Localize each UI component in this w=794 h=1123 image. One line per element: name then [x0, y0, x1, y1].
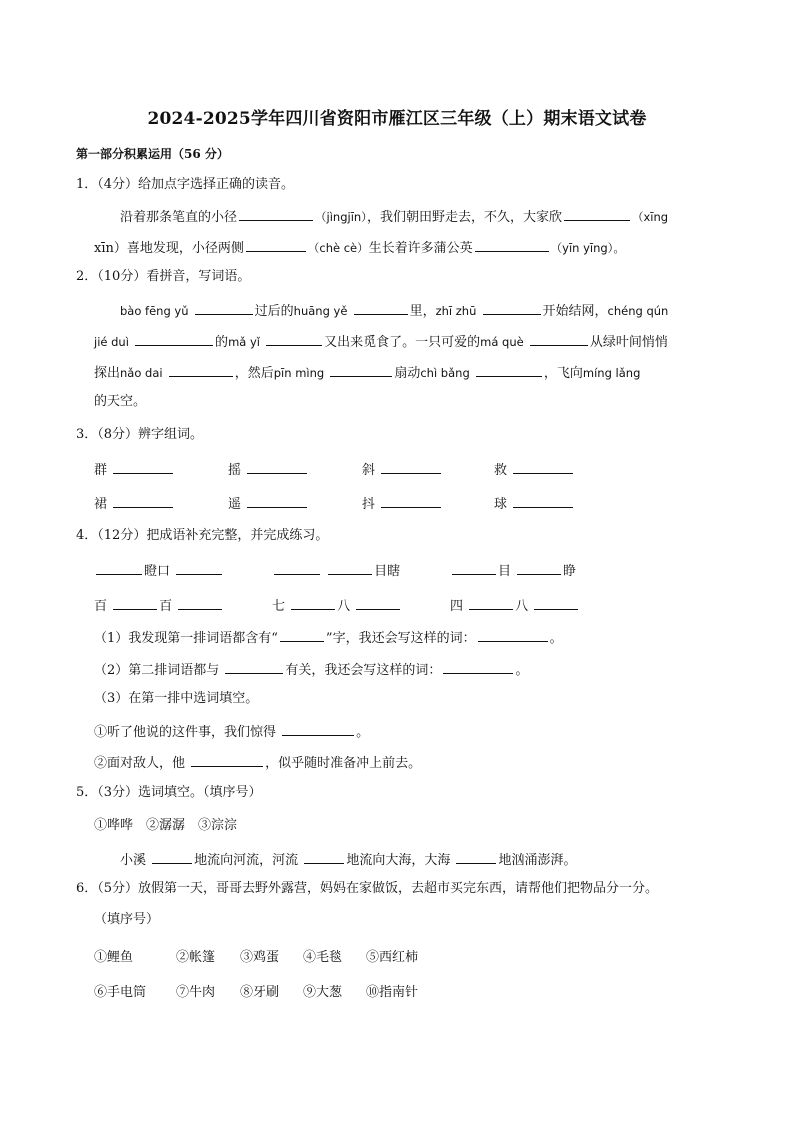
answer-blank[interactable]: [225, 659, 283, 674]
char-item: 抖: [362, 493, 443, 512]
item-option: ⑩指南针: [366, 985, 419, 1000]
answer-blank[interactable]: [274, 560, 320, 575]
q1-pinyin: （chè cè）: [307, 241, 369, 255]
q2-pinyin: chì bǎng: [420, 366, 470, 380]
answer-blank[interactable]: [152, 849, 192, 864]
q4-sub2: （2）第二排词语都与 有关，我还会写这样的词： 。: [94, 659, 528, 680]
char-item: 裙: [94, 493, 175, 512]
item-option: ⑦牛肉: [176, 985, 216, 1000]
q2-heading: 2．（10分）看拼音，写词语。: [76, 269, 251, 284]
answer-blank[interactable]: [246, 237, 306, 252]
q2-line4: 的天空。: [94, 394, 147, 409]
answer-blank[interactable]: [113, 595, 157, 610]
answer-blank[interactable]: [452, 560, 496, 575]
q4-sub1: （1）我发现第一排词语都含有“ ”字，我还会写这样的词： 。: [94, 627, 563, 648]
char-item: 救: [494, 459, 575, 478]
q2-line3: [94, 362, 640, 383]
answer-blank[interactable]: [475, 237, 549, 252]
q2-pinyin: míng lǎng: [582, 366, 641, 380]
q4-sub5: ②面对敌人，他 ，似乎随时准备冲上前去。: [94, 752, 421, 773]
q2-text: 从绿叶间悄悄: [589, 335, 668, 350]
q2-text: 扇动: [394, 366, 421, 381]
q2-text: 开始结网，: [542, 304, 608, 319]
answer-blank[interactable]: [176, 560, 222, 575]
section-heading: 第一部分积累运用（56 分）: [76, 147, 229, 161]
answer-blank[interactable]: [513, 493, 573, 508]
q1-heading: 1．（4分）给加点字选择正确的读音。: [76, 177, 295, 192]
answer-blank[interactable]: [282, 721, 354, 736]
q2-text: 里，: [409, 304, 436, 319]
char-item: 球: [494, 493, 575, 512]
item-option: ②帐篷: [176, 950, 216, 965]
answer-blank[interactable]: [517, 560, 561, 575]
answer-blank[interactable]: [280, 627, 324, 642]
answer-blank[interactable]: [476, 362, 542, 377]
answer-blank[interactable]: [178, 595, 222, 610]
answer-blank[interactable]: [356, 595, 400, 610]
item-option: ⑧牙刷: [240, 985, 280, 1000]
q1-text: ，我们朝田野走去，不久，大家欣: [366, 210, 562, 225]
char-item: 群: [94, 459, 175, 478]
q5-heading: 5．（3分）选词填空。（填序号）: [76, 785, 262, 800]
answer-blank[interactable]: [443, 659, 513, 674]
q1-line1: [120, 206, 668, 227]
q2-pinyin: huāng yě: [293, 304, 348, 318]
q4-sub4: ①听了他说的这件事，我们惊得 。: [94, 721, 369, 742]
item-option: ⑥手电筒: [94, 985, 147, 1000]
q1-text: 沿着那条笔直的小径: [120, 210, 238, 225]
answer-blank[interactable]: [530, 331, 588, 346]
q2-line2: [94, 331, 668, 352]
q6-heading-note: （填序号）: [94, 912, 160, 927]
q2-text: 探出: [94, 366, 121, 381]
idiom: 瞪口: [94, 560, 224, 579]
q1-pinyin: （xīng: [631, 210, 669, 224]
q2-pinyin: pīn mìng: [273, 366, 325, 380]
q2-pinyin: bào fēng yǔ: [120, 304, 189, 318]
item-option: ④毛毯: [303, 950, 343, 965]
answer-blank[interactable]: [513, 459, 573, 474]
answer-blank[interactable]: [483, 300, 541, 315]
q2-text: ，然后: [234, 366, 274, 381]
q2-pinyin: zhī zhū: [435, 304, 477, 318]
q1-pinyin: （yīn yīng）。: [550, 241, 625, 255]
q2-pinyin: chéng qún: [607, 304, 669, 318]
q1-pinyin: （jìngjīn）: [315, 210, 367, 224]
answer-blank[interactable]: [96, 560, 142, 575]
q2-pinyin: jié duì: [94, 335, 129, 349]
item-option: ①鲤鱼: [94, 950, 134, 965]
page-title: 2024-2025学年四川省资阳市雁江区三年级（上）期末语文试卷: [147, 109, 647, 129]
idiom: 目 睁: [450, 560, 576, 579]
q4-heading: 4．（12分）把成语补充完整，并完成练习。: [76, 528, 329, 543]
q2-text: 过后的: [254, 304, 294, 319]
answer-blank[interactable]: [381, 459, 441, 474]
q2-text: ，飞向: [543, 366, 583, 381]
q3-heading: 3．（8分）辨字组词。: [76, 427, 204, 442]
answer-blank[interactable]: [564, 206, 630, 221]
char-item: 遥: [228, 493, 309, 512]
idiom: 四 八: [450, 595, 580, 614]
answer-blank[interactable]: [247, 493, 307, 508]
answer-blank[interactable]: [469, 595, 513, 610]
answer-blank[interactable]: [239, 206, 313, 221]
char-item: 摇: [228, 459, 309, 478]
answer-blank[interactable]: [247, 459, 307, 474]
answer-blank[interactable]: [534, 595, 578, 610]
q2-text: 的: [215, 335, 229, 350]
answer-blank[interactable]: [478, 627, 548, 642]
item-option: ⑤西红柿: [366, 950, 419, 965]
idiom: 百 百: [94, 595, 224, 614]
item-option: ⑨大葱: [303, 985, 343, 1000]
q2-pinyin: mǎ yǐ: [228, 335, 260, 349]
answer-blank[interactable]: [169, 362, 233, 377]
char-item: 斜: [362, 459, 443, 478]
q2-pinyin: má què: [480, 335, 524, 349]
answer-blank[interactable]: [304, 849, 344, 864]
answer-blank[interactable]: [191, 752, 263, 767]
q1-text: xīn）喜地发现，小径两侧: [94, 241, 244, 256]
q4-sub3: （3）在第一排中选词填空。: [94, 691, 259, 706]
q1-text: 生长着许多蒲公英: [368, 241, 473, 256]
q5-sentence: 小溪 地流向河流，河流 地流向大海，大海 地汹涌澎湃。: [120, 849, 576, 870]
answer-blank[interactable]: [328, 560, 372, 575]
q5-options: ①哗哗 ②潺潺 ③淙淙: [94, 818, 238, 833]
answer-blank[interactable]: [113, 459, 173, 474]
answer-blank[interactable]: [266, 331, 322, 346]
q2-text: 又出来觅食了。一只可爱的: [324, 335, 481, 350]
answer-blank[interactable]: [113, 493, 173, 508]
idiom: 目瞎: [272, 560, 400, 579]
item-option: ③鸡蛋: [240, 950, 280, 965]
answer-blank[interactable]: [354, 300, 408, 315]
answer-blank[interactable]: [135, 331, 213, 346]
q6-heading: 6．（5分）放假第一天，哥哥去野外露营，妈妈在家做饭，去超市买完东西，请帮他们把物品分一分。: [76, 881, 659, 896]
q2-line1: [120, 300, 668, 321]
answer-blank[interactable]: [330, 362, 392, 377]
q2-pinyin: nǎo dai: [120, 366, 163, 380]
q1-line2: [94, 237, 625, 258]
answer-blank[interactable]: [381, 493, 441, 508]
answer-blank[interactable]: [291, 595, 335, 610]
idiom: 七 八: [272, 595, 402, 614]
answer-blank[interactable]: [195, 300, 253, 315]
answer-blank[interactable]: [456, 849, 496, 864]
